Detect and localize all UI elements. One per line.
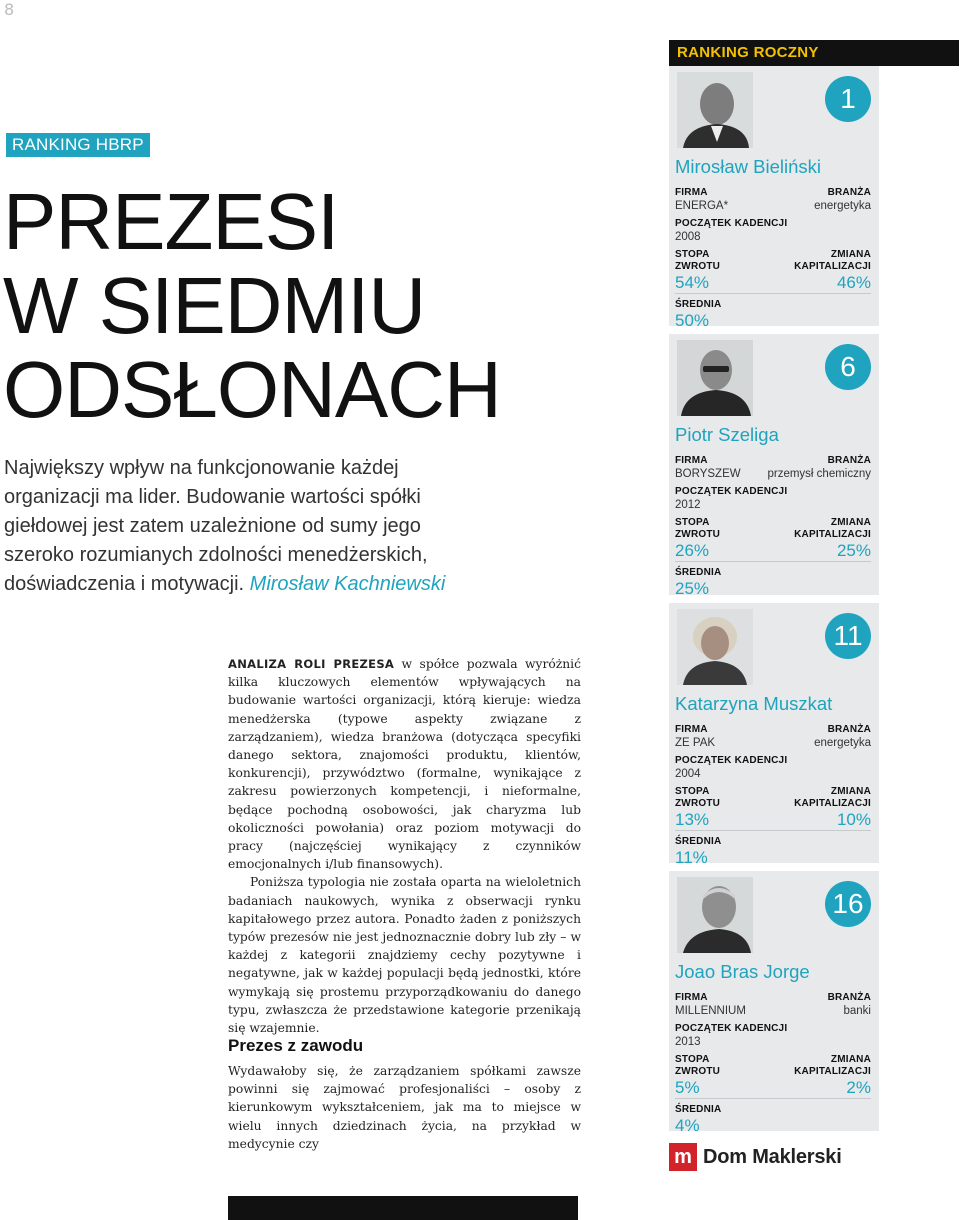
page-number: 8: [4, 0, 15, 19]
article-paragraph: Poniższa typologia nie została oparta na wieloletnich badaniach naukowych, wynika z obserwacji rynku kapitałowego przez autora. Ponadto żaden z poniższych typów prezesów nie jest jednoznacznie dobry lub zły – w każdej z kategorii znajdziemy cechy pozytywne i negatywne, jak w każdej populacji będą jednostki, które wymykają się prostemu przyporządkowaniu do danego typu, zwłaszcza że przedstawione kategorie przenikają się wzajemnie.: [228, 875, 581, 1036]
start-label: POCZĄTEK KADENCJI: [675, 486, 788, 497]
return-value: 13%: [675, 810, 710, 829]
firm-value: ZE PAK: [675, 737, 716, 749]
card-stats: [675, 724, 871, 868]
cap-label: ZMIANA KAPITALIZACJI: [794, 1054, 871, 1077]
avg-value: 11%: [675, 848, 708, 867]
section-kicker: RANKING HBRP: [6, 133, 150, 157]
industry-label: BRANŻA: [827, 455, 871, 466]
article-body: [228, 655, 581, 1037]
start-value: 2012: [675, 499, 701, 511]
return-value: 5%: [675, 1078, 700, 1097]
return-value: 54%: [675, 273, 710, 292]
article-body-continued: [228, 1062, 581, 1153]
article-paragraph: Wydawałoby się, że zarządzaniem spółkami zawsze powinni się zajmować profesjonaliści – osoby z kierunkowym wykształceniem, jak ma to miejsce w wielu innych dziedzinach życia, na przykład w medycynie czy: [228, 1064, 581, 1151]
industry-label: BRANŻA: [827, 992, 871, 1003]
industry-label: BRANŻA: [827, 724, 871, 735]
avg-value: 25%: [675, 579, 710, 598]
sponsor-logo-text: Dom Maklerski: [703, 1145, 842, 1168]
cap-value: 46%: [836, 273, 871, 292]
start-value: 2004: [675, 768, 701, 780]
start-label: POCZĄTEK KADENCJI: [675, 755, 788, 766]
rank-badge: 11: [825, 613, 871, 659]
portrait-image: [677, 340, 753, 416]
return-label: STOPA ZWROTU: [675, 517, 721, 540]
return-label: STOPA ZWROTU: [675, 1054, 721, 1077]
firm-value: MILLENNIUM: [675, 1005, 746, 1017]
portrait-image: [677, 609, 753, 685]
industry-value: przemysł chemiczny: [767, 468, 871, 480]
firm-label: FIRMA: [675, 187, 708, 198]
ceo-name: Katarzyna Muszkat: [675, 693, 833, 714]
firm-label: FIRMA: [675, 724, 708, 735]
sponsor-logo[interactable]: [669, 1143, 842, 1171]
ranking-card: [669, 871, 879, 1135]
industry-label: BRANŻA: [827, 187, 871, 198]
industry-value: energetyka: [814, 737, 871, 749]
firm-label: FIRMA: [675, 455, 708, 466]
cap-label: ZMIANA KAPITALIZACJI: [794, 786, 871, 809]
return-label: STOPA ZWROTU: [675, 786, 721, 809]
author-name: Mirosław Kachniewski: [249, 573, 446, 595]
firm-label: FIRMA: [675, 992, 708, 1003]
lead-text: Największy wpływ na funkcjonowanie każdej organizacji ma lider. Budowanie wartości spółki giełdowej jest zatem uzależnione od sumy jego szeroko rozumianych zdolności menedżerskich, doświadczenia i motywacji.: [4, 457, 428, 595]
headline-line: W SIEDMIU: [3, 261, 426, 350]
article-paragraph: [228, 655, 581, 873]
ranking-card: [669, 603, 879, 867]
portrait-photo: [677, 72, 753, 148]
ranking-card: [669, 66, 879, 330]
avg-value: 50%: [675, 311, 710, 330]
lead-paragraph: [4, 454, 464, 599]
portrait-image: [677, 72, 753, 148]
industry-value: energetyka: [814, 200, 871, 212]
card-stats: [675, 187, 871, 331]
avg-value: 4%: [675, 1116, 700, 1135]
cap-value: 25%: [836, 541, 871, 560]
ranking-card: [669, 334, 879, 598]
cap-value: 10%: [836, 810, 871, 829]
article-lead-in: ANALIZA ROLI PREZESA: [228, 657, 395, 671]
sponsor-logo-mark: m: [669, 1143, 697, 1171]
portrait-image: [677, 877, 753, 953]
industry-value: banki: [843, 1005, 871, 1017]
ceo-name: Mirosław Bieliński: [675, 156, 821, 177]
article-text: w spółce pozwala wyróżnić kilka kluczowych elementów wpływających na budowanie wartości organizacji, którą kieruje: wiedza menedżerska (typowe aspekty związane z zarządzaniem), wiedza branżowa (dotycząca specyfiki danego sektora, znajomości produktu, klientów, konkurencji), przywództwo (formalne, wynikające z zakresu powierzonych kompetencji, i nieformalne, będące pochodną osobowości, jak charyzma lub okoliczności powołania) oraz poziom motywacji do pracy (najczęściej wynikający z czynników emocjonalnych i/lub finansowych).: [228, 657, 581, 872]
return-label: STOPA ZWROTU: [675, 249, 721, 272]
headline: [3, 177, 501, 434]
rank-badge: 6: [825, 344, 871, 390]
avg-label: ŚREDNIA: [675, 1104, 722, 1115]
footer-bar: [228, 1196, 578, 1220]
rank-badge: 16: [825, 881, 871, 927]
start-value: 2008: [675, 231, 701, 243]
cap-value: 2%: [846, 1078, 871, 1097]
start-value: 2013: [675, 1036, 701, 1048]
headline-line: PREZESI: [3, 177, 339, 266]
start-label: POCZĄTEK KADENCJI: [675, 218, 788, 229]
ranking-header: RANKING ROCZNY: [669, 40, 959, 66]
cap-label: ZMIANA KAPITALIZACJI: [794, 249, 871, 272]
portrait-photo: [677, 340, 753, 416]
cap-label: ZMIANA KAPITALIZACJI: [794, 517, 871, 540]
ceo-name: Piotr Szeliga: [675, 424, 779, 445]
avg-label: ŚREDNIA: [675, 567, 722, 578]
article-subhead: Prezes z zawodu: [228, 1036, 364, 1055]
avg-label: ŚREDNIA: [675, 836, 722, 847]
firm-value: BORYSZEW: [675, 468, 741, 480]
card-stats: [675, 992, 871, 1136]
ceo-name: Joao Bras Jorge: [675, 961, 810, 982]
card-stats: [675, 455, 871, 599]
portrait-photo: [677, 609, 753, 685]
return-value: 26%: [675, 541, 710, 560]
rank-badge: 1: [825, 76, 871, 122]
avg-label: ŚREDNIA: [675, 299, 722, 310]
start-label: POCZĄTEK KADENCJI: [675, 1023, 788, 1034]
portrait-photo: [677, 877, 753, 953]
firm-value: ENERGA*: [675, 200, 729, 212]
headline-line: ODSŁONACH: [3, 345, 501, 434]
